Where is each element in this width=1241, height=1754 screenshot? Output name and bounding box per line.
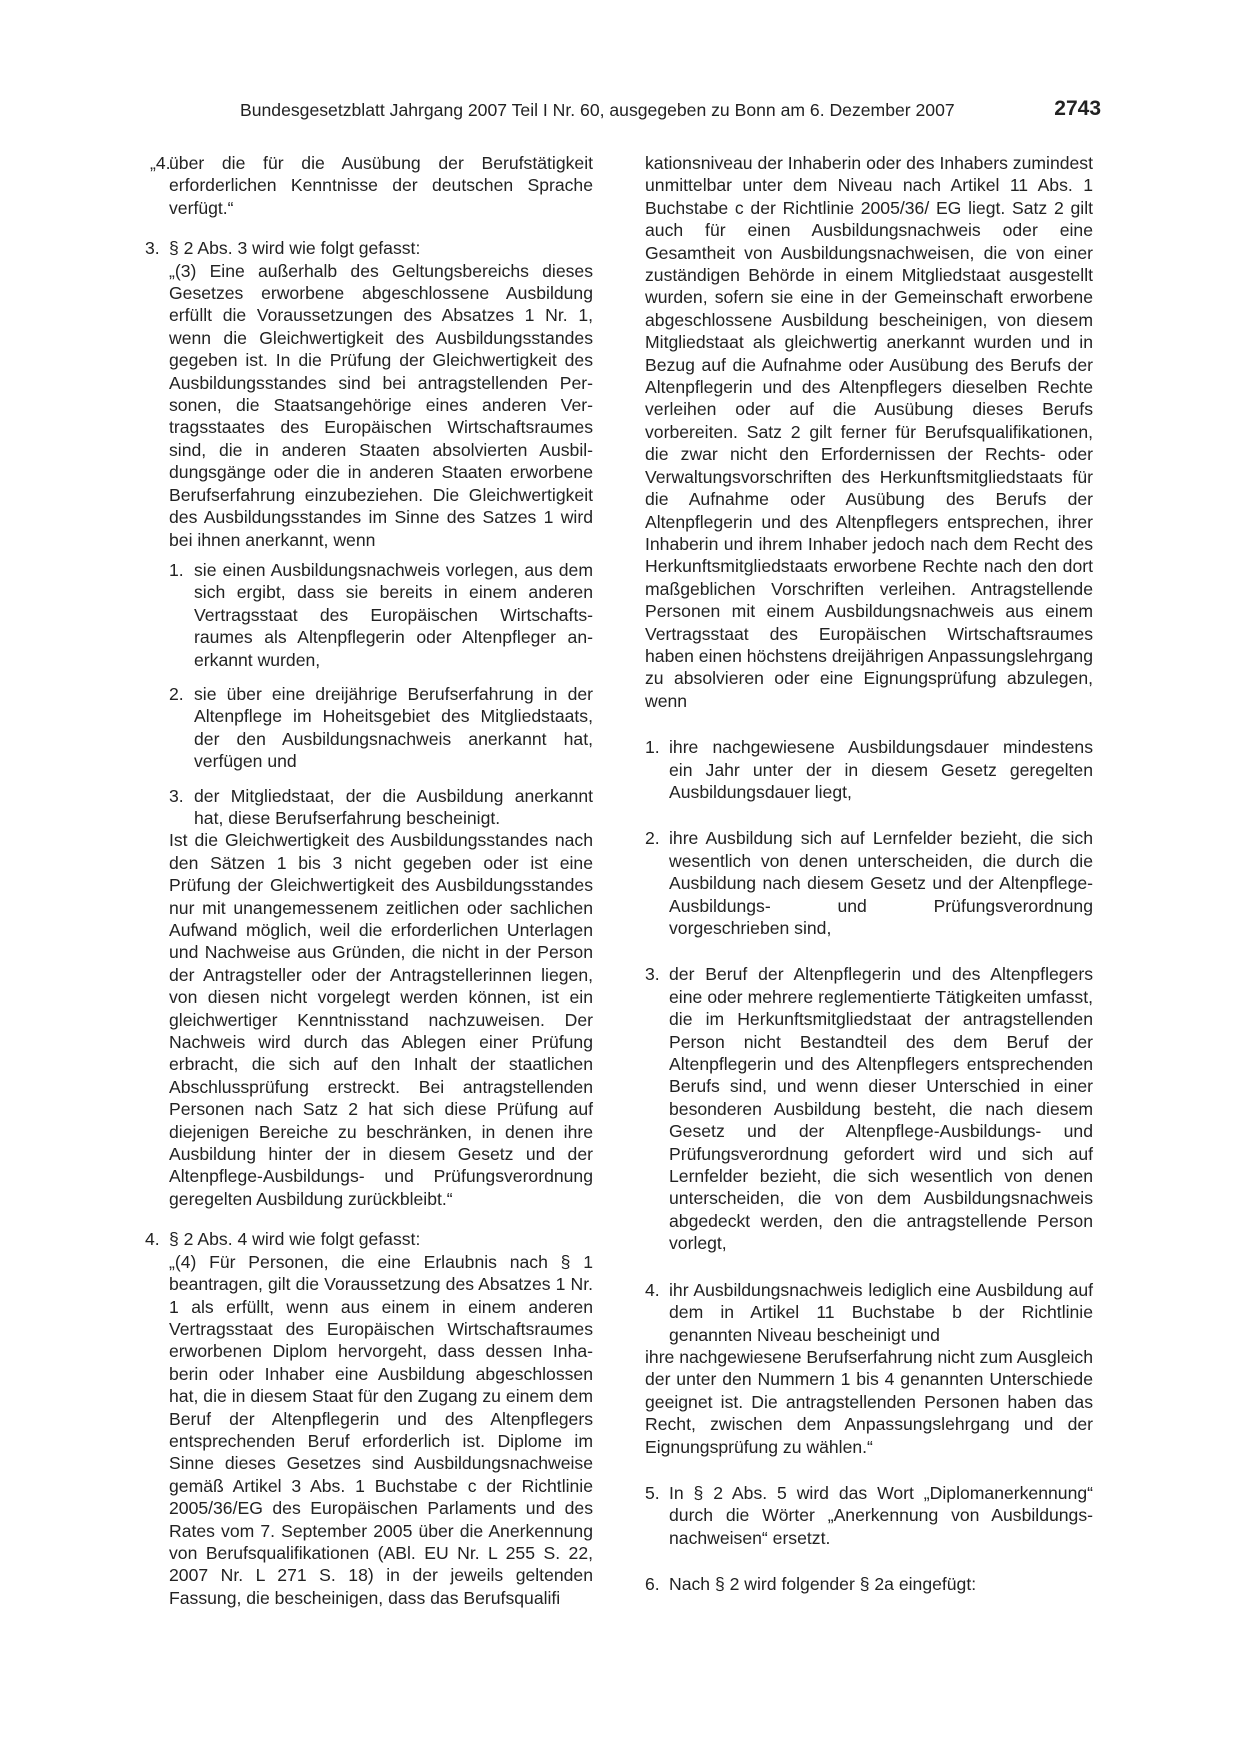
list-item (145, 152, 593, 219)
list-item (645, 963, 1093, 1254)
list-item (645, 1482, 1093, 1549)
item-number: 3. (645, 964, 660, 985)
item-number: 1. (645, 737, 660, 758)
item-number: „4. (150, 153, 171, 173)
paragraph: „(4) Für Personen, die eine Erlaubnis nach § 1 beantragen, gilt die Voraussetzung des Absatzes 1 Nr. 1 als erfüllt, wenn aus einem in einem anderen Vertragsstaat des Europäischen Wirtschaftsraumes erworbenen Diplom hervorgeht, dass dessen Inhaberin oder Inhaber eine Ausbildung abgeschlossen hat, die in diesem Staat für den Zugang zu einem dem Beruf der Altenpflegerin und des Altenpflegers entsprechenden Beruf erforderlich ist. Diplome im Sinne dieses Gesetzes sind Ausbildungsnachweise gemäß Artikel 3 Abs. 1 Buchstabe c der Richtlinie 2005/36/EG des Europäischen Parlaments und des Rates vom 7. September 2005 über die Anerkennung von Berufsqualifikationen (ABl. EU Nr. L 255 S. 22, 2007 Nr. L 271 S. 18) in der jeweils geltenden Fassung, die bescheinigen, dass das Berufsqualifi (169, 1251, 593, 1608)
item-text: § 2 Abs. 3 wird wie folgt gefasst: (169, 238, 421, 259)
item-text: der Beruf der Altenpflegerin und des Altenpflegers eine oder mehrere reglementierte Tätigkeiten umfasst, die im Herkunftsmitgliedstaat der antragstellenden Person nicht Bestandteil des dem Beruf der Altenpflegerin und des Altenpflegers entsprechenden Berufs sind, und wenn dieser Unterschied in einer besonderen Ausbildung besteht, die nach diesem Gesetz und der Altenpflege-Ausbildungs- und Prüfungsverordnung gefordert wird und sich auf Lernfelder bezieht, die sich wesentlich von denen unterscheiden, die von dem Ausbildungsnachweis abgedeckt werden, den die antragstellende Person vorlegt, (669, 964, 1093, 1254)
item-number: 5. (645, 1482, 660, 1503)
item-text: § 2 Abs. 4 wird wie folgt gefasst: (169, 1229, 421, 1250)
item-text: über die für die Ausübung der Berufstätigkeit erforderlichen Kenntnisse der deutschen Sprache verfügt.“ (169, 153, 593, 218)
list-item (645, 1573, 1093, 1595)
paragraph: ihre nachgewiesene Berufserfahrung nicht zum Ausgleich der unter den Nummern 1 bis 4 genannten Unterschiede geeignet ist. Die antragstellenden Personen haben das Recht, zwischen dem Anpassungslehrgang und der Eignungsprüfung zu wählen.“ (645, 1346, 1093, 1457)
item-text: sie über eine dreijährige Berufserfahrung in der Altenpflege im Hoheitsgebiet des Mitgliedstaats, der den Ausbildungsnachweis anerkannt hat, verfügen und (194, 683, 593, 772)
item-number: 1. (169, 559, 184, 580)
item-number: 4. (645, 1279, 660, 1300)
header-title: Bundesgesetzblatt Jahrgang 2007 Teil I Nr. 60, ausgegeben zu Bonn am 6. Dezember 2007 (240, 100, 955, 120)
list-item (145, 683, 593, 773)
item-text: Nach § 2 wird folgender § 2a eingefügt: (669, 1574, 977, 1595)
item-text: ihre nachgewiesene Ausbildungsdauer mindestens ein Jahr unter der in diesem Gesetz geregelten Ausbildungsdauer liegt, (669, 737, 1093, 802)
paragraph: Ist die Gleichwertigkeit des Ausbildungsstandes nach den Sätzen 1 bis 3 nicht gegeben oder ist eine Prüfung der Gleichwertigkeit des Ausbildungsstandes nur mit unangemessenem zeitlichen oder sachlichen Aufwand möglich, weil die erforderlichen Unterlagen und Nachweise aus Gründen, die nicht in der Person der Antragsteller oder der Antragstellerinnen liegen, von diesen nicht vorgelegt werden können, ist ein gleichwertiger Kenntnisstand nachzuweisen. Der Nachweis wird durch das Ablegen einer Prüfung erbracht, die sich auf den Inhalt der staatlichen Abschlussprüfung erstreckt. Bei antragstellenden Personen nach Satz 2 hat sich diese Prüfung auf diejenigen Bereiche zu beschränken, in denen ihre Ausbildung hinter der in diesem Gesetz und der Altenpflege-Ausbildungs- und Prüfungsverordnung geregelten Ausbildung zurückbleibt.“ (169, 830, 593, 1209)
list-item (645, 1279, 1093, 1346)
paragraph: „(3) Eine außerhalb des Geltungsbereichs dieses Gesetzes erworbene abgeschlossene Ausbildung erfüllt die Voraussetzungen des Absatzes 1 Nr. 1, wenn die Gleichwertigkeit des Ausbildungsstandes gegeben ist. In die Prüfung der Gleichwertigkeit des Ausbildungsstandes sind bei antragstellenden Personen, die Staatsangehörige eines anderen Vertragsstaates des Europäischen Wirtschaftsraumes sind, die in anderen Staaten absolvierten Ausbildungsgänge oder die in anderen Staaten erworbene Berufserfahrung einzubeziehen. Die Gleichwertigkeit des Ausbildungsstandes im Sinne des Satzes 1 wird bei ihnen anerkannt, wenn (169, 260, 593, 550)
list-item (145, 1228, 593, 1250)
item-text: der Mitgliedstaat, der die Ausbildung anerkannt hat, diese Berufserfahrung bescheinigt. (194, 785, 593, 828)
page-header (240, 97, 1101, 126)
right-column (645, 152, 1093, 1596)
page-number: 2743 (1054, 97, 1101, 120)
item-number: 2. (169, 683, 184, 704)
item-number: 3. (169, 785, 184, 806)
item-number: 3. (145, 238, 160, 259)
list-item (145, 237, 593, 259)
paragraph: kationsniveau der Inhaberin oder des Inhabers zumindest unmittelbar unter dem Niveau nach Artikel 11 Abs. 1 Buchstabe c der Richtlinie 2005/36/ EG liegt. Satz 2 gilt auch für einen Ausbildungsnachweis oder eine Gesamtheit von Ausbildungsnachweisen, die von einer zuständigen Behörde in einem Mitgliedstaat ausgestellt wurden, sofern sie eine in der Gemeinschaft erworbene abgeschlossene Ausbildung bescheinigen, von diesem Mitgliedstaat als gleichwertig anerkannt wurden und in Bezug auf die Aufnahme oder Ausübung des Berufs der Altenpflegerin und des Altenpflegers dieselben Rechte verleihen oder auf die Ausübung dieses Berufs vorbereiten. Satz 2 gilt ferner für Berufsqualifikationen, die zwar nicht den Erfordernissen der Rechts- oder Verwaltungsvorschriften des Herkunftsmitgliedstaats für die Aufnahme oder Ausübung des Berufs der Altenpflegerin und des Altenpflegers entsprechen, ihrer Inhaberin und ihrem Inhaber jedoch nach dem Recht des Herkunftsmitgliedstaats erworbene Rechte nach den dort maßgeblichen Vorschriften verleihen. Antragstellende Personen mit einem Ausbildungsnachweis aus einem Vertragsstaat des Europäischen Wirtschaftsraumes haben einen höchstens dreijährigen Anpassungslehrgang zu absolvieren oder eine Eignungsprüfung abzulegen, wenn (645, 153, 1094, 711)
list-item (145, 785, 593, 830)
item-text: sie einen Ausbildungsnachweis vorlegen, aus dem sich ergibt, dass sie bereits in einem anderen Vertragsstaat des Europäischen Wirtschaftsraumes als Altenpflegerin oder Altenpfleger anerkannt wurden, (194, 559, 593, 670)
list-item (145, 559, 593, 671)
item-number: 2. (645, 828, 660, 849)
list-item (645, 736, 1093, 803)
item-number: 6. (645, 1574, 660, 1595)
item-text: ihre Ausbildung sich auf Lernfelder bezieht, die sich wesentlich von denen unterscheiden, die durch die Ausbildung nach diesem Gesetz und der Altenpflege-Ausbildungs- und Prüfungsverordnung vorgeschrieben sind, (669, 828, 1093, 938)
item-number: 4. (145, 1229, 160, 1250)
left-column (145, 152, 593, 1609)
item-text: ihr Ausbildungsnachweis lediglich eine Ausbildung auf dem in Artikel 11 Buchstabe b der Richtlinie genannten Niveau bescheinigt und (669, 1279, 1093, 1345)
list-item (645, 827, 1093, 939)
item-text: In § 2 Abs. 5 wird das Wort „Diplomanerkennung“ durch die Wörter „Anerkennung von Ausbildungsnachweisen“ ersetzt. (669, 1482, 1093, 1548)
